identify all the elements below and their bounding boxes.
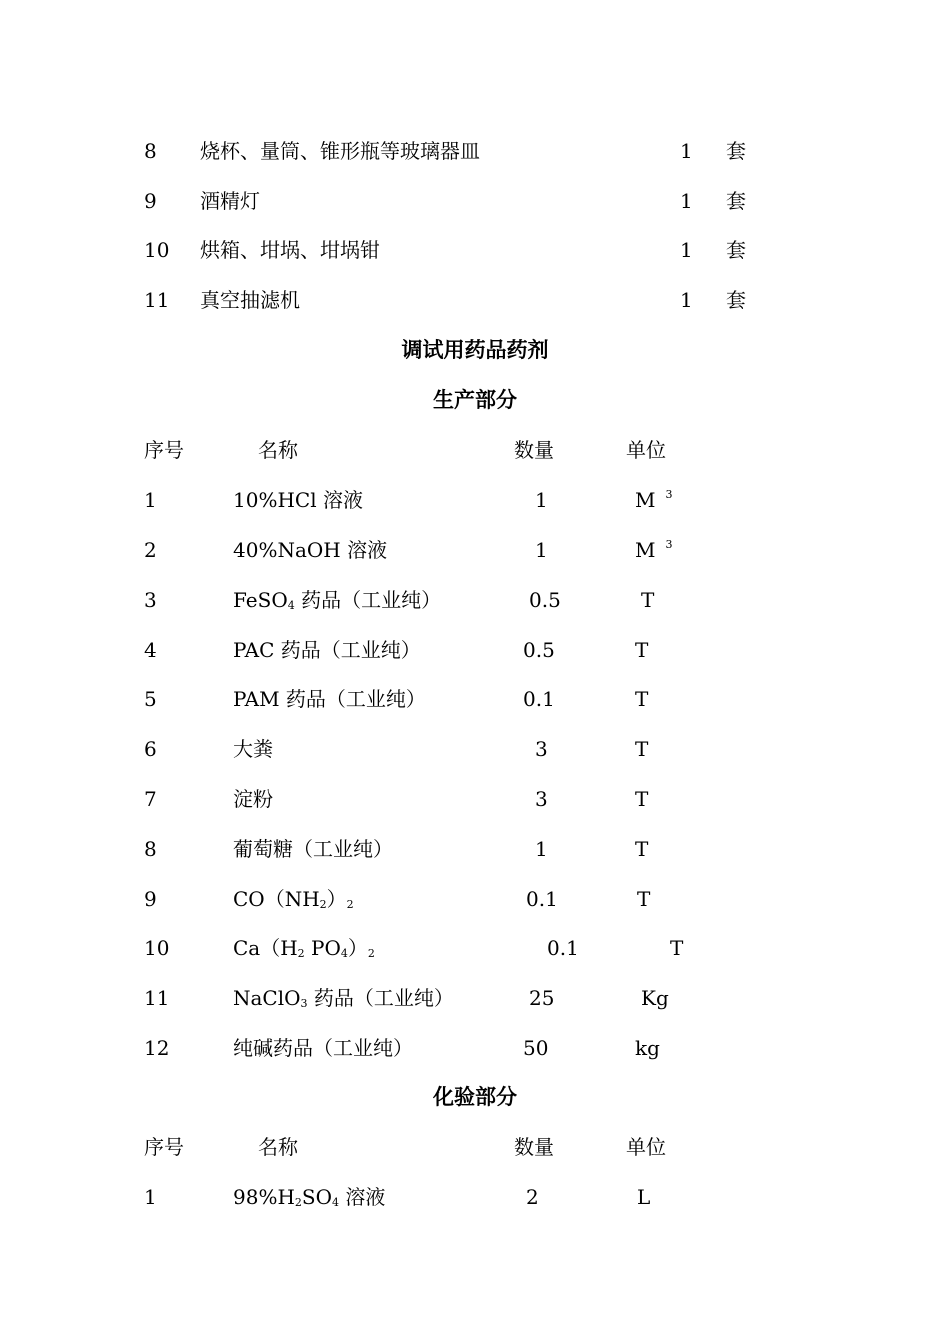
row-number: 8 xyxy=(144,837,157,861)
item-unit: T xyxy=(670,936,684,960)
name-part: SO xyxy=(301,1185,333,1209)
name-subscript: 2 xyxy=(367,947,375,960)
header-no: 序号 xyxy=(144,1135,184,1159)
name-part: FeSO xyxy=(233,588,288,612)
name-subscript: 3 xyxy=(300,997,308,1010)
item-quantity: 25 xyxy=(529,986,555,1010)
item-unit: 套 xyxy=(726,238,746,262)
item-unit: L xyxy=(637,1185,651,1209)
item-quantity: 50 xyxy=(523,1036,549,1060)
row-number: 7 xyxy=(144,787,157,811)
row-number: 11 xyxy=(144,986,170,1010)
item-quantity: 0.1 xyxy=(547,936,579,960)
header-qty: 数量 xyxy=(514,438,554,462)
row-number: 9 xyxy=(144,189,157,213)
item-quantity: 1 xyxy=(680,238,693,262)
name-subscript: 2 xyxy=(297,947,305,960)
item-name: 纯碱药品（工业纯） xyxy=(233,1036,413,1060)
item-name xyxy=(233,934,375,962)
name-subscript: 2 xyxy=(346,898,354,911)
header-name: 名称 xyxy=(258,438,298,462)
section-heading-production: 生产部分 xyxy=(433,387,517,412)
item-unit: 套 xyxy=(726,139,746,163)
item-unit: T xyxy=(635,837,649,861)
unit-text: M xyxy=(635,538,656,562)
row-number: 10 xyxy=(144,238,170,262)
item-unit: T xyxy=(635,638,649,662)
header-name: 名称 xyxy=(258,1135,298,1159)
item-unit xyxy=(635,536,672,564)
name-part: 药品（工业纯） xyxy=(294,588,442,612)
item-name xyxy=(233,885,354,913)
item-quantity: 0.1 xyxy=(523,687,555,711)
item-unit xyxy=(635,486,672,514)
row-number: 12 xyxy=(144,1036,170,1060)
unit-superscript: 3 xyxy=(665,538,673,551)
row-number: 2 xyxy=(144,538,157,562)
name-part: 药品（工业纯） xyxy=(307,986,454,1010)
unit-superscript: 3 xyxy=(665,488,673,501)
name-subscript: 2 xyxy=(294,1196,302,1209)
item-unit: T xyxy=(637,887,651,911)
row-number: 6 xyxy=(144,737,157,761)
item-name xyxy=(233,586,441,614)
item-quantity: 1 xyxy=(680,288,693,312)
item-name: 40%NaOH 溶液 xyxy=(233,538,388,562)
item-unit: T xyxy=(635,737,649,761)
item-name: 真空抽滤机 xyxy=(200,288,300,312)
item-name: 10%HCl 溶液 xyxy=(233,488,363,512)
item-unit: Kg xyxy=(641,986,669,1010)
item-quantity: 0.1 xyxy=(526,887,558,911)
name-subscript: 4 xyxy=(287,599,295,612)
section-heading-lab: 化验部分 xyxy=(433,1084,517,1109)
item-name: 烧杯、量筒、锥形瓶等玻璃器皿 xyxy=(200,139,480,163)
item-quantity: 1 xyxy=(680,189,693,213)
header-qty: 数量 xyxy=(514,1135,554,1159)
name-part: ） xyxy=(326,887,347,911)
name-part: NaClO xyxy=(233,986,301,1010)
header-unit: 单位 xyxy=(626,438,666,462)
row-number: 1 xyxy=(144,488,157,512)
item-unit: T xyxy=(635,687,649,711)
name-part: PO xyxy=(304,936,341,960)
item-quantity: 3 xyxy=(535,787,548,811)
name-part: 98%H xyxy=(233,1185,295,1209)
row-number: 11 xyxy=(144,288,170,312)
row-number: 5 xyxy=(144,687,157,711)
item-quantity: 0.5 xyxy=(529,588,561,612)
row-number: 3 xyxy=(144,588,157,612)
item-quantity: 3 xyxy=(535,737,548,761)
item-name: 大粪 xyxy=(233,737,273,761)
name-part: ） xyxy=(347,936,368,960)
item-quantity: 0.5 xyxy=(523,638,555,662)
row-number: 9 xyxy=(144,887,157,911)
name-subscript: 2 xyxy=(319,898,327,911)
row-number: 4 xyxy=(144,638,157,662)
item-quantity: 1 xyxy=(535,538,548,562)
row-number: 1 xyxy=(144,1185,157,1209)
item-name: PAC 药品（工业纯） xyxy=(233,638,421,662)
header-unit: 单位 xyxy=(626,1135,666,1159)
item-name: 葡萄糖（工业纯） xyxy=(233,837,393,861)
name-part: CO（NH xyxy=(233,887,320,911)
item-quantity: 1 xyxy=(680,139,693,163)
item-quantity: 2 xyxy=(526,1185,539,1209)
unit-text: M xyxy=(635,488,656,512)
item-name xyxy=(233,1183,385,1211)
item-unit: 套 xyxy=(726,288,746,312)
item-unit: kg xyxy=(635,1036,660,1060)
item-unit: 套 xyxy=(726,189,746,213)
header-no: 序号 xyxy=(144,438,184,462)
row-number: 8 xyxy=(144,139,157,163)
name-part: Ca（H xyxy=(233,936,298,960)
item-quantity: 1 xyxy=(535,837,548,861)
item-quantity: 1 xyxy=(535,488,548,512)
name-subscript: 4 xyxy=(332,1196,340,1209)
item-name: 淀粉 xyxy=(233,787,273,811)
item-unit: T xyxy=(635,787,649,811)
item-name xyxy=(233,984,454,1012)
name-part: 溶液 xyxy=(339,1185,386,1209)
page-title: 调试用药品药剂 xyxy=(401,337,549,362)
item-name: PAM 药品（工业纯） xyxy=(233,687,426,711)
name-subscript: 4 xyxy=(340,947,348,960)
item-name: 烘箱、坩埚、坩埚钳 xyxy=(200,238,380,262)
row-number: 10 xyxy=(144,936,170,960)
item-unit: T xyxy=(641,588,655,612)
item-name: 酒精灯 xyxy=(200,189,260,213)
